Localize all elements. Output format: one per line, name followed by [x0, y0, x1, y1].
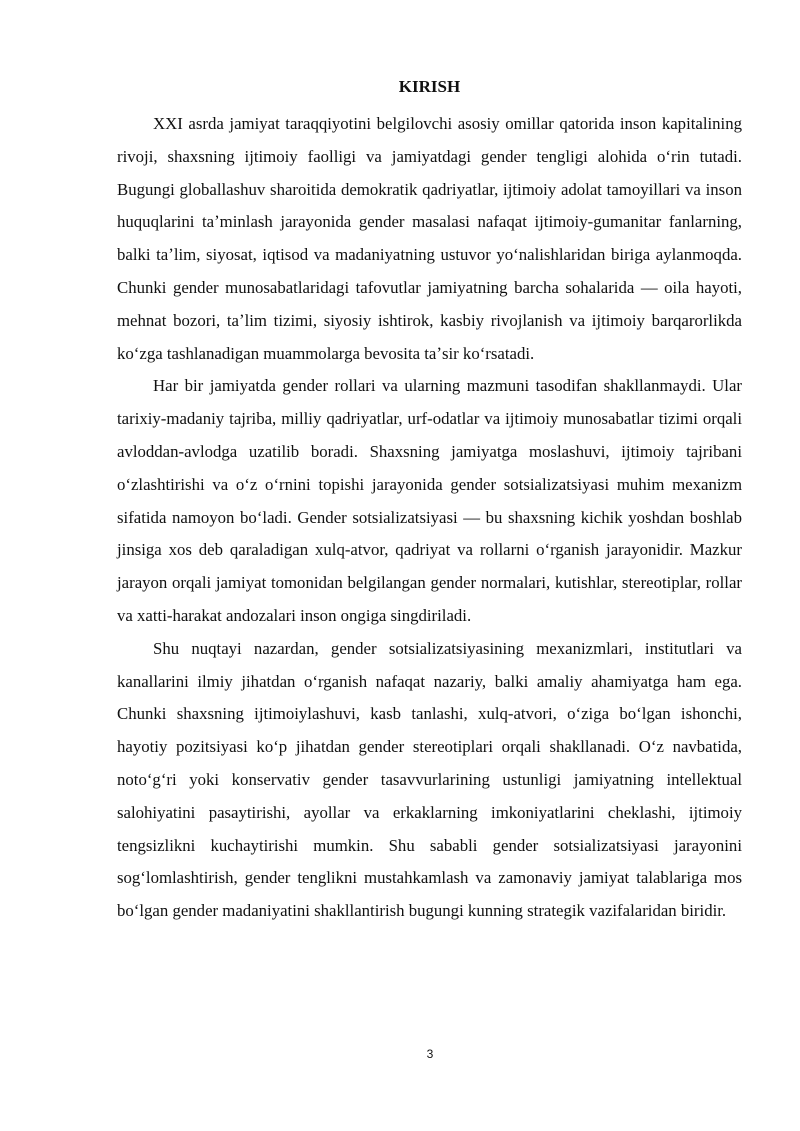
paragraph-2: Har bir jamiyatda gender rollari va ularning mazmuni tasodifan shakllanmaydi. Ular tarixiy-madaniy tajriba, milliy qadriyatlar, urf-odatlar va ijtimoiy munosabatlar tizimi orqali avloddan-avlodga uzatilib boradi. Shaxsning jamiyatga moslashuvi, ijtimoiy tajribani oʻzlashtirishi va oʻz oʻrnini topishi jarayonida gender sotsializatsiyasi muhim mexanizm sifatida namoyon boʻladi. Gender sotsializatsiyasi — bu shaxsning kichik yoshdan boshlab jinsiga xos deb qaraladigan xulq-atvor, qadriyat va rollarni oʻrganish jarayonidir. Mazkur jarayon orqali jamiyat tomonidan belgilangan gender normalari, kutishlar, stereotiplar, rollar va xatti-harakat andozalari inson ongiga singdiriladi. — [117, 376, 742, 625]
page-title: KIRISH — [398, 77, 461, 96]
paragraph-1: XXI asrda jamiyat taraqqiyotini belgilovchi asosiy omillar qatorida inson kapitalining rivoji, shaxsning ijtimoiy faolligi va jamiyatdagi gender tengligi alohida oʻrin tutadi. Bugungi globallashuv sharoitida demokratik qadriyatlar, ijtimoiy adolat tamoyillari va inson huquqlarini taʼminlash jarayonida gender masalasi nafaqat ijtimoiy-gumanitar fanlarning, balki taʼlim, siyosat, iqtisod va madaniyatning ustuvor yoʻnalishlaridan biriga aylanmoqda. Chunki gender munosabatlaridagi tafovutlar jamiyatning barcha sohalarida — oila hayoti, mehnat bozori, taʼlim tizimi, siyosiy ishtirok, kasbiy rivojlanish va ijtimoiy barqarorlikda koʻzga tashlanadigan muammolarga bevosita taʼsir koʻrsatadi. — [117, 114, 742, 363]
page-number: 3 — [426, 1047, 434, 1061]
body-text — [117, 108, 742, 928]
paragraph-3: Shu nuqtayi nazardan, gender sotsializatsiyasining mexanizmlari, institutlari va kanallarini ilmiy jihatdan oʻrganish nafaqat nazariy, balki amaliy ahamiyatga ham ega. Chunki shaxsning ijtimoiylashuvi, kasb tanlashi, xulq-atvori, oʻziga boʻlgan ishonchi, hayotiy pozitsiyasi koʻp jihatdan gender stereotiplari orqali shakllanadi. Oʻz navbatida, notoʻgʻri yoki konservativ gender tasavvurlarining ustunligi jamiyatning intellektual salohiyatini pasaytirishi, ayollar va erkaklarning imkoniyatlarini cheklashi, ijtimoiy tengsizlikni kuchaytirishi mumkin. Shu sababli gender sotsializatsiyasi jarayonini sogʻlomlashtirish, gender tenglikni mustahkamlash va zamonaviy jamiyat talablariga mos boʻlgan gender madaniyatini shakllantirish bugungi kunning strategik vazifalaridan biridir. — [117, 638, 742, 921]
